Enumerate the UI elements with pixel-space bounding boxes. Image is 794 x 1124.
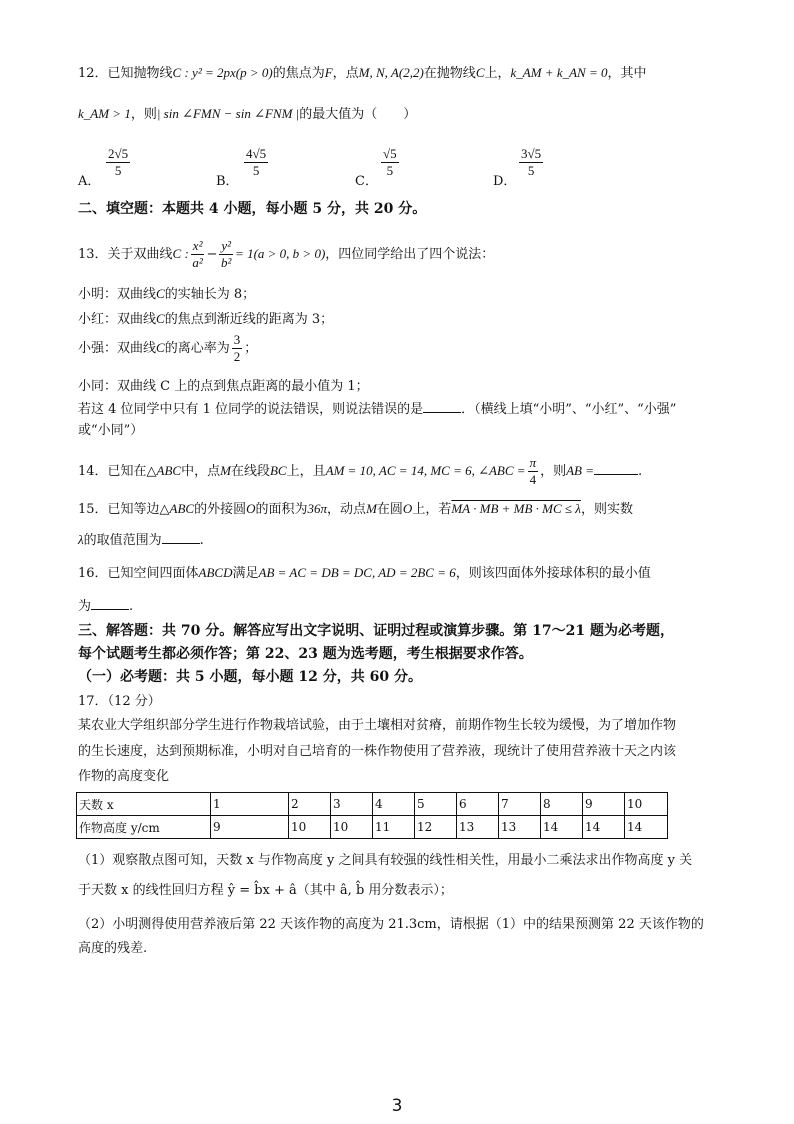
- q15-inequality: MA · MB + MB · MC ≤ λ: [451, 501, 581, 516]
- q15-circle: O: [402, 501, 413, 516]
- q15-text: 在圆: [376, 502, 403, 517]
- q17-part1-line1: （1）观察散点图可知，天数 x 与作物高度 y 之间具有较强的线性相关性，用最小二乘法求出作物高度 y 关: [78, 853, 693, 868]
- q13-text: 的焦点到渐近线的距离为 3；: [164, 312, 334, 327]
- table-cell: 10: [625, 793, 668, 816]
- q17-part2-line2: 高度的残差.: [78, 941, 148, 956]
- q13-ecc-frac: [232, 332, 243, 365]
- table-cell: 9: [211, 816, 289, 839]
- frac-den: 4: [529, 472, 537, 487]
- table-cell: 11: [373, 816, 415, 839]
- option-label: D．: [493, 174, 517, 189]
- answer-blank[interactable]: [162, 531, 200, 544]
- q13-text: 小红：双曲线: [78, 312, 157, 327]
- frac-num: y²: [221, 238, 232, 253]
- curve-c: C: [156, 286, 165, 301]
- q15-text: .: [199, 533, 204, 548]
- section3-heading-line1: 三、解答题：共 70 分。解答应写出文字说明、证明过程或演算步骤。第 17～21 题为必考题，: [78, 623, 674, 639]
- q13-line1: [78, 238, 494, 271]
- frac-den: 2: [233, 349, 241, 364]
- q15-text: ，动点: [327, 502, 367, 517]
- q13-text: 13．关于双曲线: [78, 247, 173, 262]
- q15-line1: [78, 500, 633, 519]
- q13-text: 小明：双曲线: [78, 287, 157, 302]
- q13-frac-x: [191, 238, 205, 271]
- q12-parabola-equation: C : y² = 2px(p > 0): [172, 65, 273, 80]
- q15-lambda: λ: [78, 532, 84, 547]
- frac-den: 5: [527, 163, 535, 178]
- q14-text: .: [638, 464, 643, 479]
- q13-text: ．（横线上填“小明”、“小红”、“小强”: [461, 402, 677, 417]
- frac-num: 3√5: [521, 146, 542, 161]
- q15-text: 的外接圆: [194, 502, 247, 517]
- q17-part2-line1: （2）小明测得使用营养液后第 22 天该作物的高度为 21.3cm，请根据（1）中的结果预测第 22 天该作物的: [78, 917, 704, 932]
- table-cell: 10: [331, 816, 373, 839]
- curve-c: C: [156, 340, 165, 355]
- table-cell: 7: [499, 793, 541, 816]
- q15-line2: [78, 531, 204, 550]
- q13-text: 的离心率为: [164, 341, 230, 356]
- q13-text: ；: [244, 341, 258, 356]
- q13-eq-prefix: C :: [172, 246, 189, 261]
- page-number: 3: [391, 1096, 403, 1116]
- q12-slope-condition: k_AM + k_AN = 0: [510, 65, 608, 80]
- q13-xiaoqiang: [78, 332, 257, 365]
- q14-point: M: [220, 463, 231, 478]
- q13-text: 的实轴长为 8；: [164, 287, 256, 302]
- table-row-label: 天数 x: [77, 793, 211, 816]
- q15-triangle: △ABC: [159, 501, 195, 516]
- q16-text: 16．已知空间四面体: [78, 566, 199, 581]
- frac-num: √5: [383, 146, 397, 161]
- q17-header: 17．（12 分）: [78, 694, 161, 709]
- q17-part1-line2: 于天数 x 的线性回归方程 ŷ = b̂x + â（其中 â, b̂ 用分数表示）；: [78, 883, 453, 898]
- frac-den: b²: [221, 255, 232, 270]
- table-cell: 12: [415, 816, 457, 839]
- q14-angle-frac: [528, 455, 539, 488]
- q15-circle: O: [246, 501, 256, 516]
- q15-text: 的面积为: [255, 502, 308, 517]
- q12-text: 在抛物线: [423, 66, 476, 81]
- table-row: [77, 816, 668, 839]
- table-cell: 3: [331, 793, 373, 816]
- q16-text: 为: [78, 599, 92, 614]
- option-label: A．: [78, 174, 101, 189]
- q12-text: ，则: [130, 107, 157, 122]
- q12-text: 的最大值为（ ）: [299, 107, 417, 122]
- q16-line2: [78, 597, 133, 616]
- q17-text1: 某农业大学组织部分学生进行作物栽培试验，由于土壤相对贫瘠，前期作物生长较为缓慢，为了增加作物: [78, 718, 677, 733]
- q14-triangle: △ABC: [146, 463, 182, 478]
- frac-num: 3: [233, 332, 241, 347]
- q16-line1: [78, 564, 651, 583]
- option-fraction: [106, 146, 130, 179]
- option-fraction: [519, 146, 543, 179]
- section3-heading-line2: 每个试题考生都必须作答；第 22、23 题为选考题，考生根据要求作答。: [78, 646, 533, 662]
- q13-xiaoming: [78, 285, 255, 304]
- q12-text: 的焦点为: [272, 66, 325, 81]
- q13-text: 小强：双曲线: [78, 341, 157, 356]
- q12-prefix: 12．已知抛物线: [78, 66, 173, 81]
- q12-slope-bound: k_AM > 1: [78, 106, 131, 121]
- q14-text: 上，且: [286, 464, 326, 479]
- table-cell: 14: [583, 816, 625, 839]
- q15-point: M: [366, 501, 377, 516]
- q12-points: M, N, A(2,2): [358, 65, 424, 80]
- option-fraction: [244, 146, 268, 179]
- q13-frac-y: [219, 238, 233, 271]
- table-cell: 1: [211, 793, 289, 816]
- q14-target: AB =: [566, 463, 594, 478]
- q17-text3: 作物的高度变化: [78, 769, 170, 784]
- q13-xiaohong: [78, 310, 333, 329]
- q17-text2: 的生长速度，达到预期标准，小明对自己培育的一株作物使用了营养液，现统计了使用营养液十天之内该: [78, 744, 677, 759]
- q14-text: ，则: [540, 464, 567, 479]
- q12-text: ，点: [332, 66, 359, 81]
- q15-area: 36π: [307, 501, 328, 516]
- table-cell: 13: [457, 816, 499, 839]
- table-cell: 14: [541, 816, 583, 839]
- table-cell: 2: [289, 793, 331, 816]
- frac-num: 2√5: [108, 146, 129, 161]
- table-cell: 10: [289, 816, 331, 839]
- q13-question: [78, 400, 676, 419]
- frac-den: 5: [386, 163, 394, 178]
- table-cell: 4: [373, 793, 415, 816]
- table-cell: 5: [415, 793, 457, 816]
- table-cell: 14: [625, 816, 668, 839]
- table-cell: 9: [583, 793, 625, 816]
- curve-c: C: [156, 311, 165, 326]
- q16-equations: AB = AC = DB = DC, AD = 2BC = 6: [258, 565, 456, 580]
- option-fraction: [381, 146, 399, 179]
- frac-num: π: [529, 455, 537, 470]
- q12-text: 上，: [484, 66, 511, 81]
- q12-focus: F: [324, 65, 333, 80]
- q12-curve: C: [475, 65, 485, 80]
- answer-blank[interactable]: [423, 400, 461, 413]
- q16-text: .: [129, 599, 134, 614]
- q12-line2: [78, 105, 416, 124]
- q17-data-table: [76, 792, 668, 839]
- table-row: [77, 793, 668, 816]
- section2-heading: 二、填空题：本题共 4 小题，每小题 5 分，共 20 分。: [78, 201, 427, 217]
- table-cell: 13: [499, 816, 541, 839]
- q14-line: [78, 455, 642, 488]
- answer-blank[interactable]: [594, 462, 638, 475]
- section3-subheading: （一）必考题：共 5 小题，每小题 12 分，共 60 分。: [78, 669, 422, 685]
- q13-text: ，四位同学给出了四个说法：: [325, 247, 495, 262]
- frac-den: 5: [252, 163, 260, 178]
- q12-line1: [78, 64, 646, 83]
- frac-den: a²: [192, 255, 203, 270]
- q16-text: 满足: [232, 566, 259, 581]
- q12-expression: | sin ∠FMN − sin ∠FNM |: [156, 106, 300, 121]
- frac-den: 5: [114, 163, 122, 178]
- table-cell: 6: [457, 793, 499, 816]
- q14-text: 在线段: [230, 464, 270, 479]
- q16-text: ，则该四面体外接球体积的最小值: [455, 566, 651, 581]
- q14-equations: AM = 10, AC = 14, MC = 6, ∠ABC =: [325, 463, 526, 478]
- q15-text: 15．已知等边: [78, 502, 160, 517]
- table-row-label: 作物高度 y/cm: [77, 816, 211, 839]
- option-label: C．: [355, 174, 378, 189]
- q14-text: 中，点: [181, 464, 221, 479]
- option-label: B．: [216, 174, 239, 189]
- q14-segment: BC: [269, 463, 287, 478]
- q16-tetrahedron: ABCD: [198, 565, 233, 580]
- frac-num: x²: [192, 238, 203, 253]
- table-cell: 8: [541, 793, 583, 816]
- q13-minus: −: [206, 247, 218, 262]
- answer-blank[interactable]: [91, 597, 129, 610]
- frac-num: 4√5: [246, 146, 267, 161]
- q13-text: 若这 4 位同学中只有 1 位同学的说法错误，则说法错误的是: [78, 402, 424, 417]
- q14-text: 14．已知在: [78, 464, 147, 479]
- q15-text: ，则实数: [580, 502, 633, 517]
- q13-question-line2: 或“小同”）: [78, 423, 144, 438]
- q15-text: 的取值范围为: [83, 533, 162, 548]
- q12-text: ，其中: [607, 66, 647, 81]
- q13-xiaotong: 小同：双曲线 C 上的点到焦点距离的最小值为 1；: [78, 379, 369, 394]
- q13-eq-suffix: = 1(a > 0, b > 0): [235, 246, 326, 261]
- q15-text: 上，若: [412, 502, 452, 517]
